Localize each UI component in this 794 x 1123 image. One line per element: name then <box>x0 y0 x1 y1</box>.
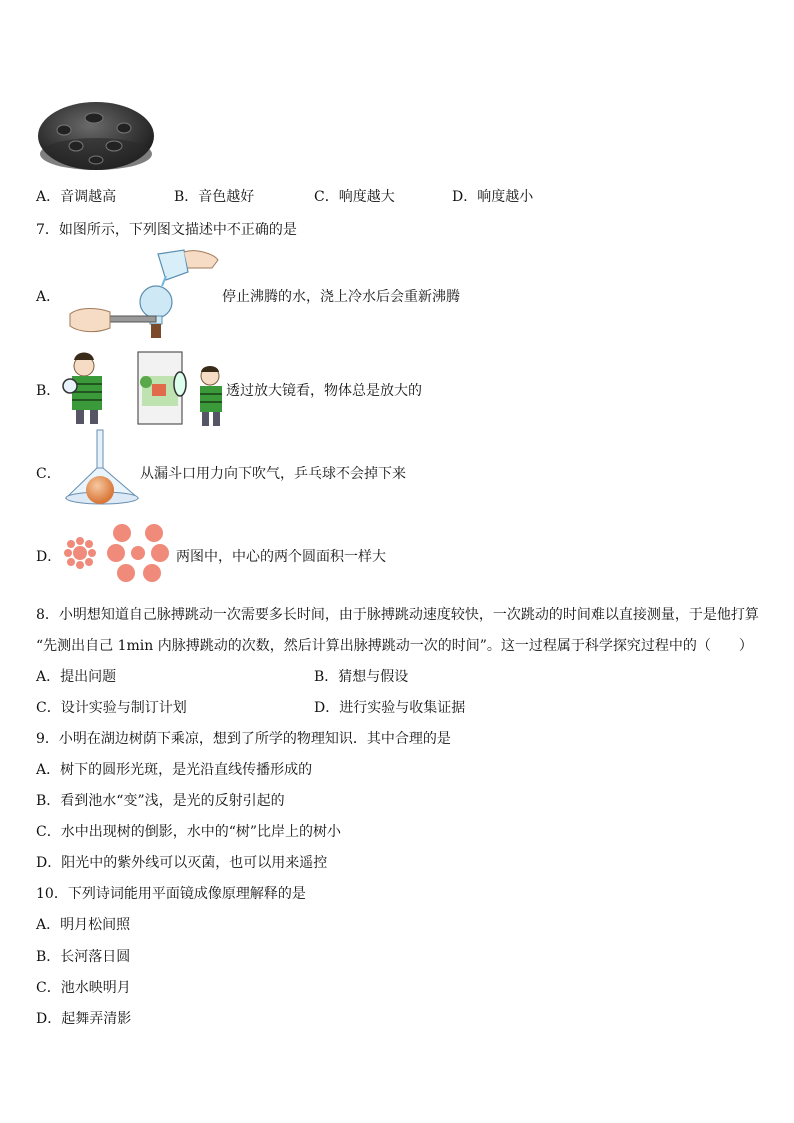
q8-stem-line1: 8．小明想知道自己脉搏跳动一次需要多长时间，由于脉搏跳动速度较快，一次跳动的时间难以直接测量，于是他打算 <box>36 607 759 623</box>
q7-option-b-text: 透过放大镜看，物体总是放大的 <box>226 383 422 399</box>
q9-option-b: B．看到池水“变”浅，是光的反射引起的 <box>36 793 285 809</box>
q9-option-c: C．水中出现树的倒影，水中的“树”比岸上的树小 <box>36 824 342 840</box>
q7-option-c-letter: C． <box>36 466 61 482</box>
q9-option-a: A．树下的圆形光斑，是光沿直线传播形成的 <box>36 762 313 778</box>
magnifying-glass-scene-image <box>62 348 228 430</box>
funnel-ping-pong-image <box>62 428 142 510</box>
q7-option-d-letter: D． <box>36 549 62 565</box>
flask-pouring-water-image <box>66 246 226 342</box>
q10-option-c: C．池水映明月 <box>36 980 131 996</box>
q7-option-b-letter: B． <box>36 383 61 399</box>
q8-option-c: C．设计实验与制订计划 <box>36 700 187 716</box>
q7-option-c-text: 从漏斗口用力向下吹气，乒乓球不会掉下来 <box>140 466 406 482</box>
q7-option-d-text: 两图中，中心的两个圆面积一样大 <box>176 549 386 565</box>
q7-option-a-letter: A． <box>36 289 61 305</box>
q7-stem: 7．如图所示，下列图文描述中不正确的是 <box>36 222 297 238</box>
q6-option-c: C．响度越大 <box>314 189 395 205</box>
q10-stem: 10．下列诗词能用平面镜成像原理解释的是 <box>36 886 306 902</box>
q9-stem: 9．小明在湖边树荫下乘凉，想到了所学的物理知识．其中合理的是 <box>36 731 451 747</box>
q6-option-a: A．音调越高 <box>36 189 117 205</box>
q8-stem-line2: “先测出自己 1min 内脉搏跳动的次数，然后计算出脉搏跳动一次的时间”。这一过程属于科学探究过程中的（ ） <box>36 638 753 654</box>
q10-option-d: D．起舞弄清影 <box>36 1011 132 1027</box>
hang-drum-image <box>36 88 156 174</box>
q10-option-b: B．长河落日圆 <box>36 949 131 965</box>
q8-option-b: B．猜想与假设 <box>314 669 409 685</box>
q8-option-a: A．提出问题 <box>36 669 117 685</box>
q10-option-a: A．明月松间照 <box>36 917 131 933</box>
q7-option-a-text: 停止沸腾的水，浇上冷水后会重新沸腾 <box>222 289 460 305</box>
q6-option-d: D．响度越小 <box>452 189 534 205</box>
q9-option-d: D．阳光中的紫外线可以灭菌，也可以用来遥控 <box>36 855 328 871</box>
circle-illusion-image <box>62 522 174 584</box>
q8-option-d: D．进行实验与收集证据 <box>314 700 466 716</box>
q6-option-b: B．音色越好 <box>174 189 255 205</box>
